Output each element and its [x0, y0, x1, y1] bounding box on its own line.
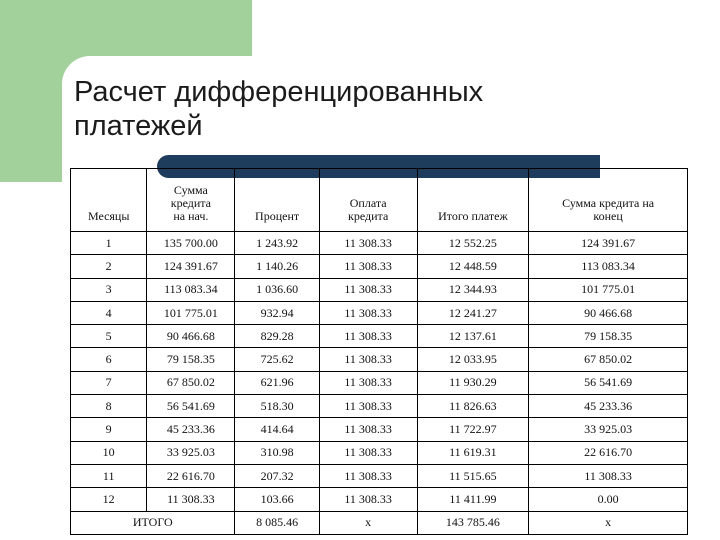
cell-total-payment-credit: x: [319, 511, 417, 534]
header-payment: [319, 169, 417, 232]
cell-percent: 207.32: [235, 464, 319, 487]
table-row: [71, 255, 688, 278]
cell-total-label: ИТОГО: [71, 511, 235, 534]
header-payment-line-2: кредита: [348, 209, 389, 223]
cell-percent: 621.96: [235, 371, 319, 394]
cell-month: 1: [71, 232, 147, 255]
cell-sum-start: 33 925.03: [147, 441, 235, 464]
cell-payment: 11 308.33: [319, 278, 417, 301]
cell-payment: 11 308.33: [319, 325, 417, 348]
cell-total-payment: 12 137.61: [417, 325, 529, 348]
header-sum-end: [529, 169, 688, 232]
cell-total-payment: 12 241.27: [417, 301, 529, 324]
cell-month: 2: [71, 255, 147, 278]
cell-percent: 725.62: [235, 348, 319, 371]
cell-percent: 1 140.26: [235, 255, 319, 278]
cell-payment: 11 308.33: [319, 371, 417, 394]
cell-total-payment: 11 930.29: [417, 371, 529, 394]
cell-month: 11: [71, 464, 147, 487]
cell-sum-start: 11 308.33: [147, 488, 235, 511]
cell-month: 7: [71, 371, 147, 394]
cell-month: 12: [71, 488, 147, 511]
table-row: [71, 371, 688, 394]
cell-payment: 11 308.33: [319, 464, 417, 487]
cell-payment: 11 308.33: [319, 441, 417, 464]
cell-payment: 11 308.33: [319, 255, 417, 278]
table-header-row: [71, 169, 688, 232]
cell-total-payment: 12 344.93: [417, 278, 529, 301]
cell-sum-start: 113 083.34: [147, 278, 235, 301]
cell-sum-start: 79 158.35: [147, 348, 235, 371]
cell-payment: 11 308.33: [319, 232, 417, 255]
cell-sum-end: 45 233.36: [529, 395, 688, 418]
cell-month: 10: [71, 441, 147, 464]
header-sum-end-line-1: Сумма кредита на: [562, 196, 655, 210]
cell-sum-start: 45 233.36: [147, 418, 235, 441]
slide-title-line-2: платежей: [74, 110, 203, 142]
cell-percent: 1 036.60: [235, 278, 319, 301]
cell-payment: 11 308.33: [319, 395, 417, 418]
slide-title: [74, 75, 674, 143]
cell-sum-start: 101 775.01: [147, 301, 235, 324]
cell-month: 3: [71, 278, 147, 301]
header-payment-line-1: Оплата: [349, 196, 387, 210]
cell-sum-end: 124 391.67: [529, 232, 688, 255]
cell-month: 6: [71, 348, 147, 371]
cell-payment: 11 308.33: [319, 488, 417, 511]
cell-sum-end: 90 466.68: [529, 301, 688, 324]
header-sum-start: [147, 169, 235, 232]
cell-payment: 11 308.33: [319, 301, 417, 324]
cell-sum-start: 135 700.00: [147, 232, 235, 255]
cell-total-sum-end: x: [529, 511, 688, 534]
table-row: [71, 441, 688, 464]
table-row: [71, 418, 688, 441]
cell-percent: 518.30: [235, 395, 319, 418]
cell-payment: 11 308.33: [319, 418, 417, 441]
table-row: [71, 325, 688, 348]
table-row: [71, 348, 688, 371]
cell-total-payment: 11 619.31: [417, 441, 529, 464]
header-sum-start-line-3: на нач.: [173, 209, 209, 223]
cell-sum-start: 67 850.02: [147, 371, 235, 394]
payment-schedule-table: [70, 168, 688, 535]
cell-sum-end: 22 616.70: [529, 441, 688, 464]
header-sum-start-line-2: кредита: [170, 196, 212, 210]
cell-sum-start: 56 541.69: [147, 395, 235, 418]
header-sum-end-line-2: конец: [593, 209, 623, 223]
cell-sum-start: 124 391.67: [147, 255, 235, 278]
cell-percent: 1 243.92: [235, 232, 319, 255]
slide-title-line-1: Расчет дифференцированных: [74, 76, 484, 108]
header-percent: Процент: [235, 169, 319, 232]
cell-sum-end: 11 308.33: [529, 464, 688, 487]
header-months: Месяцы: [71, 169, 147, 232]
cell-sum-end: 33 925.03: [529, 418, 688, 441]
table-row: [71, 232, 688, 255]
cell-month: 8: [71, 395, 147, 418]
cell-sum-end: 67 850.02: [529, 348, 688, 371]
cell-sum-end: 101 775.01: [529, 278, 688, 301]
cell-total-payment: 11 411.99: [417, 488, 529, 511]
cell-total-payment: 11 515.65: [417, 464, 529, 487]
cell-percent: 932.94: [235, 301, 319, 324]
cell-sum-start: 22 616.70: [147, 464, 235, 487]
cell-percent: 103.66: [235, 488, 319, 511]
table-row: [71, 278, 688, 301]
cell-month: 4: [71, 301, 147, 324]
cell-sum-end: 56 541.69: [529, 371, 688, 394]
cell-total-percent: 8 085.46: [235, 511, 319, 534]
cell-total-payment: 11 826.63: [417, 395, 529, 418]
table-row: [71, 301, 688, 324]
cell-percent: 310.98: [235, 441, 319, 464]
table-row: [71, 395, 688, 418]
table-row: [71, 488, 688, 511]
cell-sum-start: 90 466.68: [147, 325, 235, 348]
cell-sum-end: 113 083.34: [529, 255, 688, 278]
cell-total-payment-sum: 143 785.46: [417, 511, 529, 534]
table-row: [71, 464, 688, 487]
cell-percent: 829.28: [235, 325, 319, 348]
cell-percent: 414.64: [235, 418, 319, 441]
cell-month: 9: [71, 418, 147, 441]
cell-total-payment: 11 722.97: [417, 418, 529, 441]
cell-sum-end: 79 158.35: [529, 325, 688, 348]
cell-payment: 11 308.33: [319, 348, 417, 371]
cell-month: 5: [71, 325, 147, 348]
header-total-payment: Итого платеж: [417, 169, 529, 232]
cell-total-payment: 12 033.95: [417, 348, 529, 371]
cell-sum-end: 0.00: [529, 488, 688, 511]
cell-total-payment: 12 448.59: [417, 255, 529, 278]
table-total-row: [71, 511, 688, 534]
cell-total-payment: 12 552.25: [417, 232, 529, 255]
header-sum-start-line-1: Сумма: [173, 183, 208, 197]
